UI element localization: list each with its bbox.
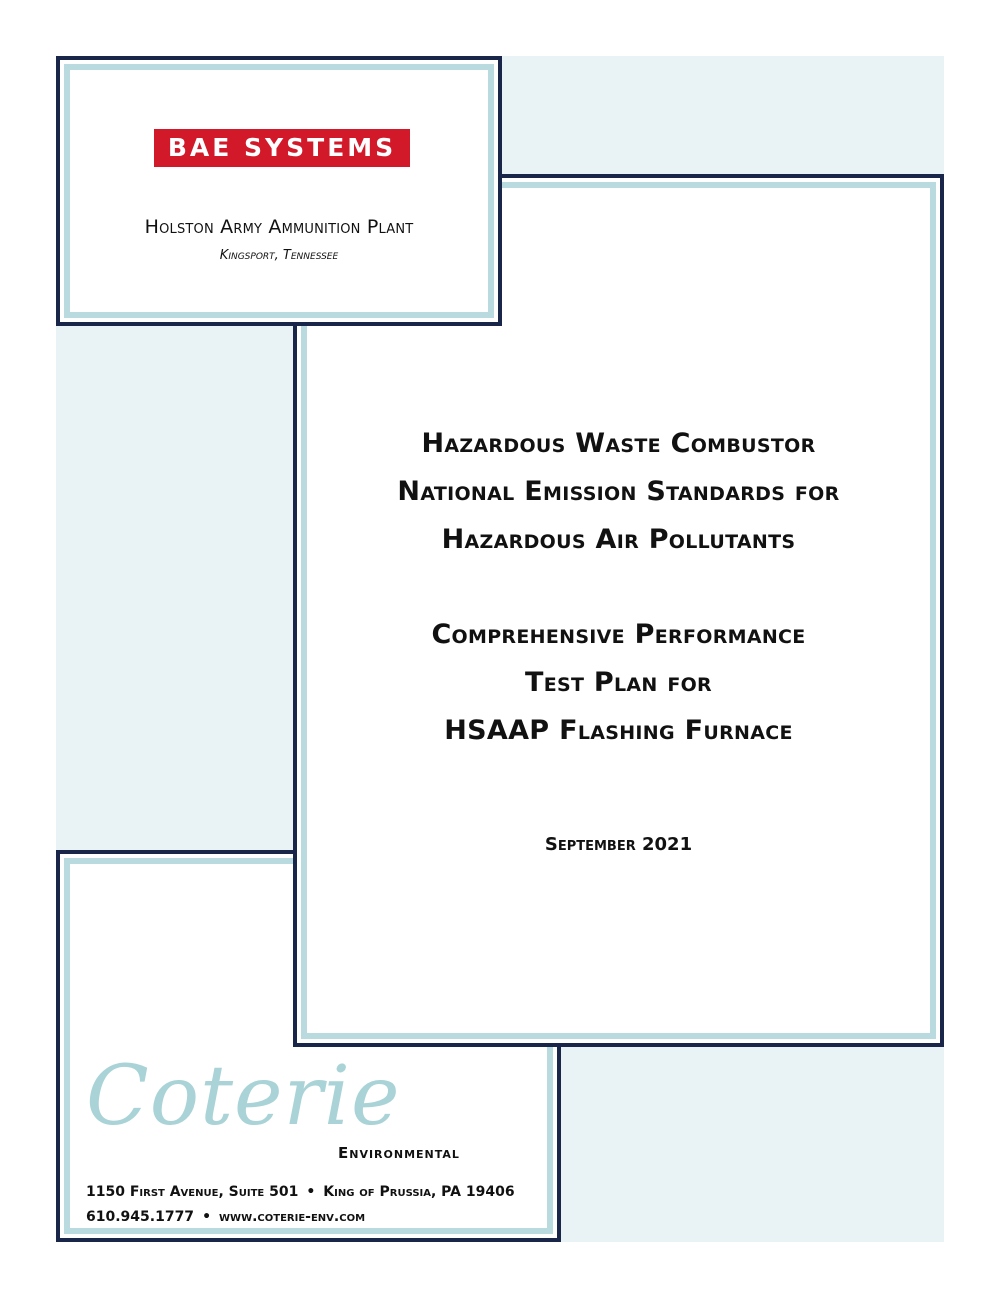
city-address: King of Prussia, PA 19406: [323, 1184, 515, 1200]
phone-number: 610.945.1777: [86, 1209, 195, 1225]
title-line-2: National Emission Standards for: [397, 476, 840, 507]
plant-location: Kingsport, Tennessee: [219, 248, 339, 263]
coterie-logo-script: Coterie: [86, 1049, 401, 1144]
bullet-separator: •: [306, 1184, 316, 1200]
background-tint-bottom-right: [558, 1045, 944, 1242]
subtitle-line-1: Comprehensive Performance: [431, 619, 806, 650]
document-title: [297, 420, 940, 564]
address-line: [86, 1184, 515, 1200]
contact-line: [86, 1209, 365, 1225]
background-tint-left: [56, 324, 296, 854]
website-link[interactable]: www.coterie-env.com: [219, 1209, 366, 1225]
bullet-separator: •: [202, 1209, 212, 1225]
publication-date: September 2021: [544, 834, 693, 855]
coterie-logo-suffix: Environmental: [338, 1144, 460, 1162]
subtitle-line-3: HSAAP Flashing Furnace: [444, 715, 793, 746]
street-address: 1150 First Avenue, Suite 501: [86, 1184, 299, 1200]
title-line-3: Hazardous Air Pollutants: [441, 524, 796, 555]
background-tint-top-right: [500, 56, 944, 176]
bae-systems-logo: BAE SYSTEMS: [154, 129, 410, 167]
subtitle-line-2: Test Plan for: [524, 667, 712, 698]
plant-name: Holston Army Ammunition Plant: [144, 216, 414, 238]
organization-frame: [56, 56, 502, 326]
document-subtitle: [297, 611, 940, 755]
title-line-1: Hazardous Waste Combustor: [421, 428, 816, 459]
